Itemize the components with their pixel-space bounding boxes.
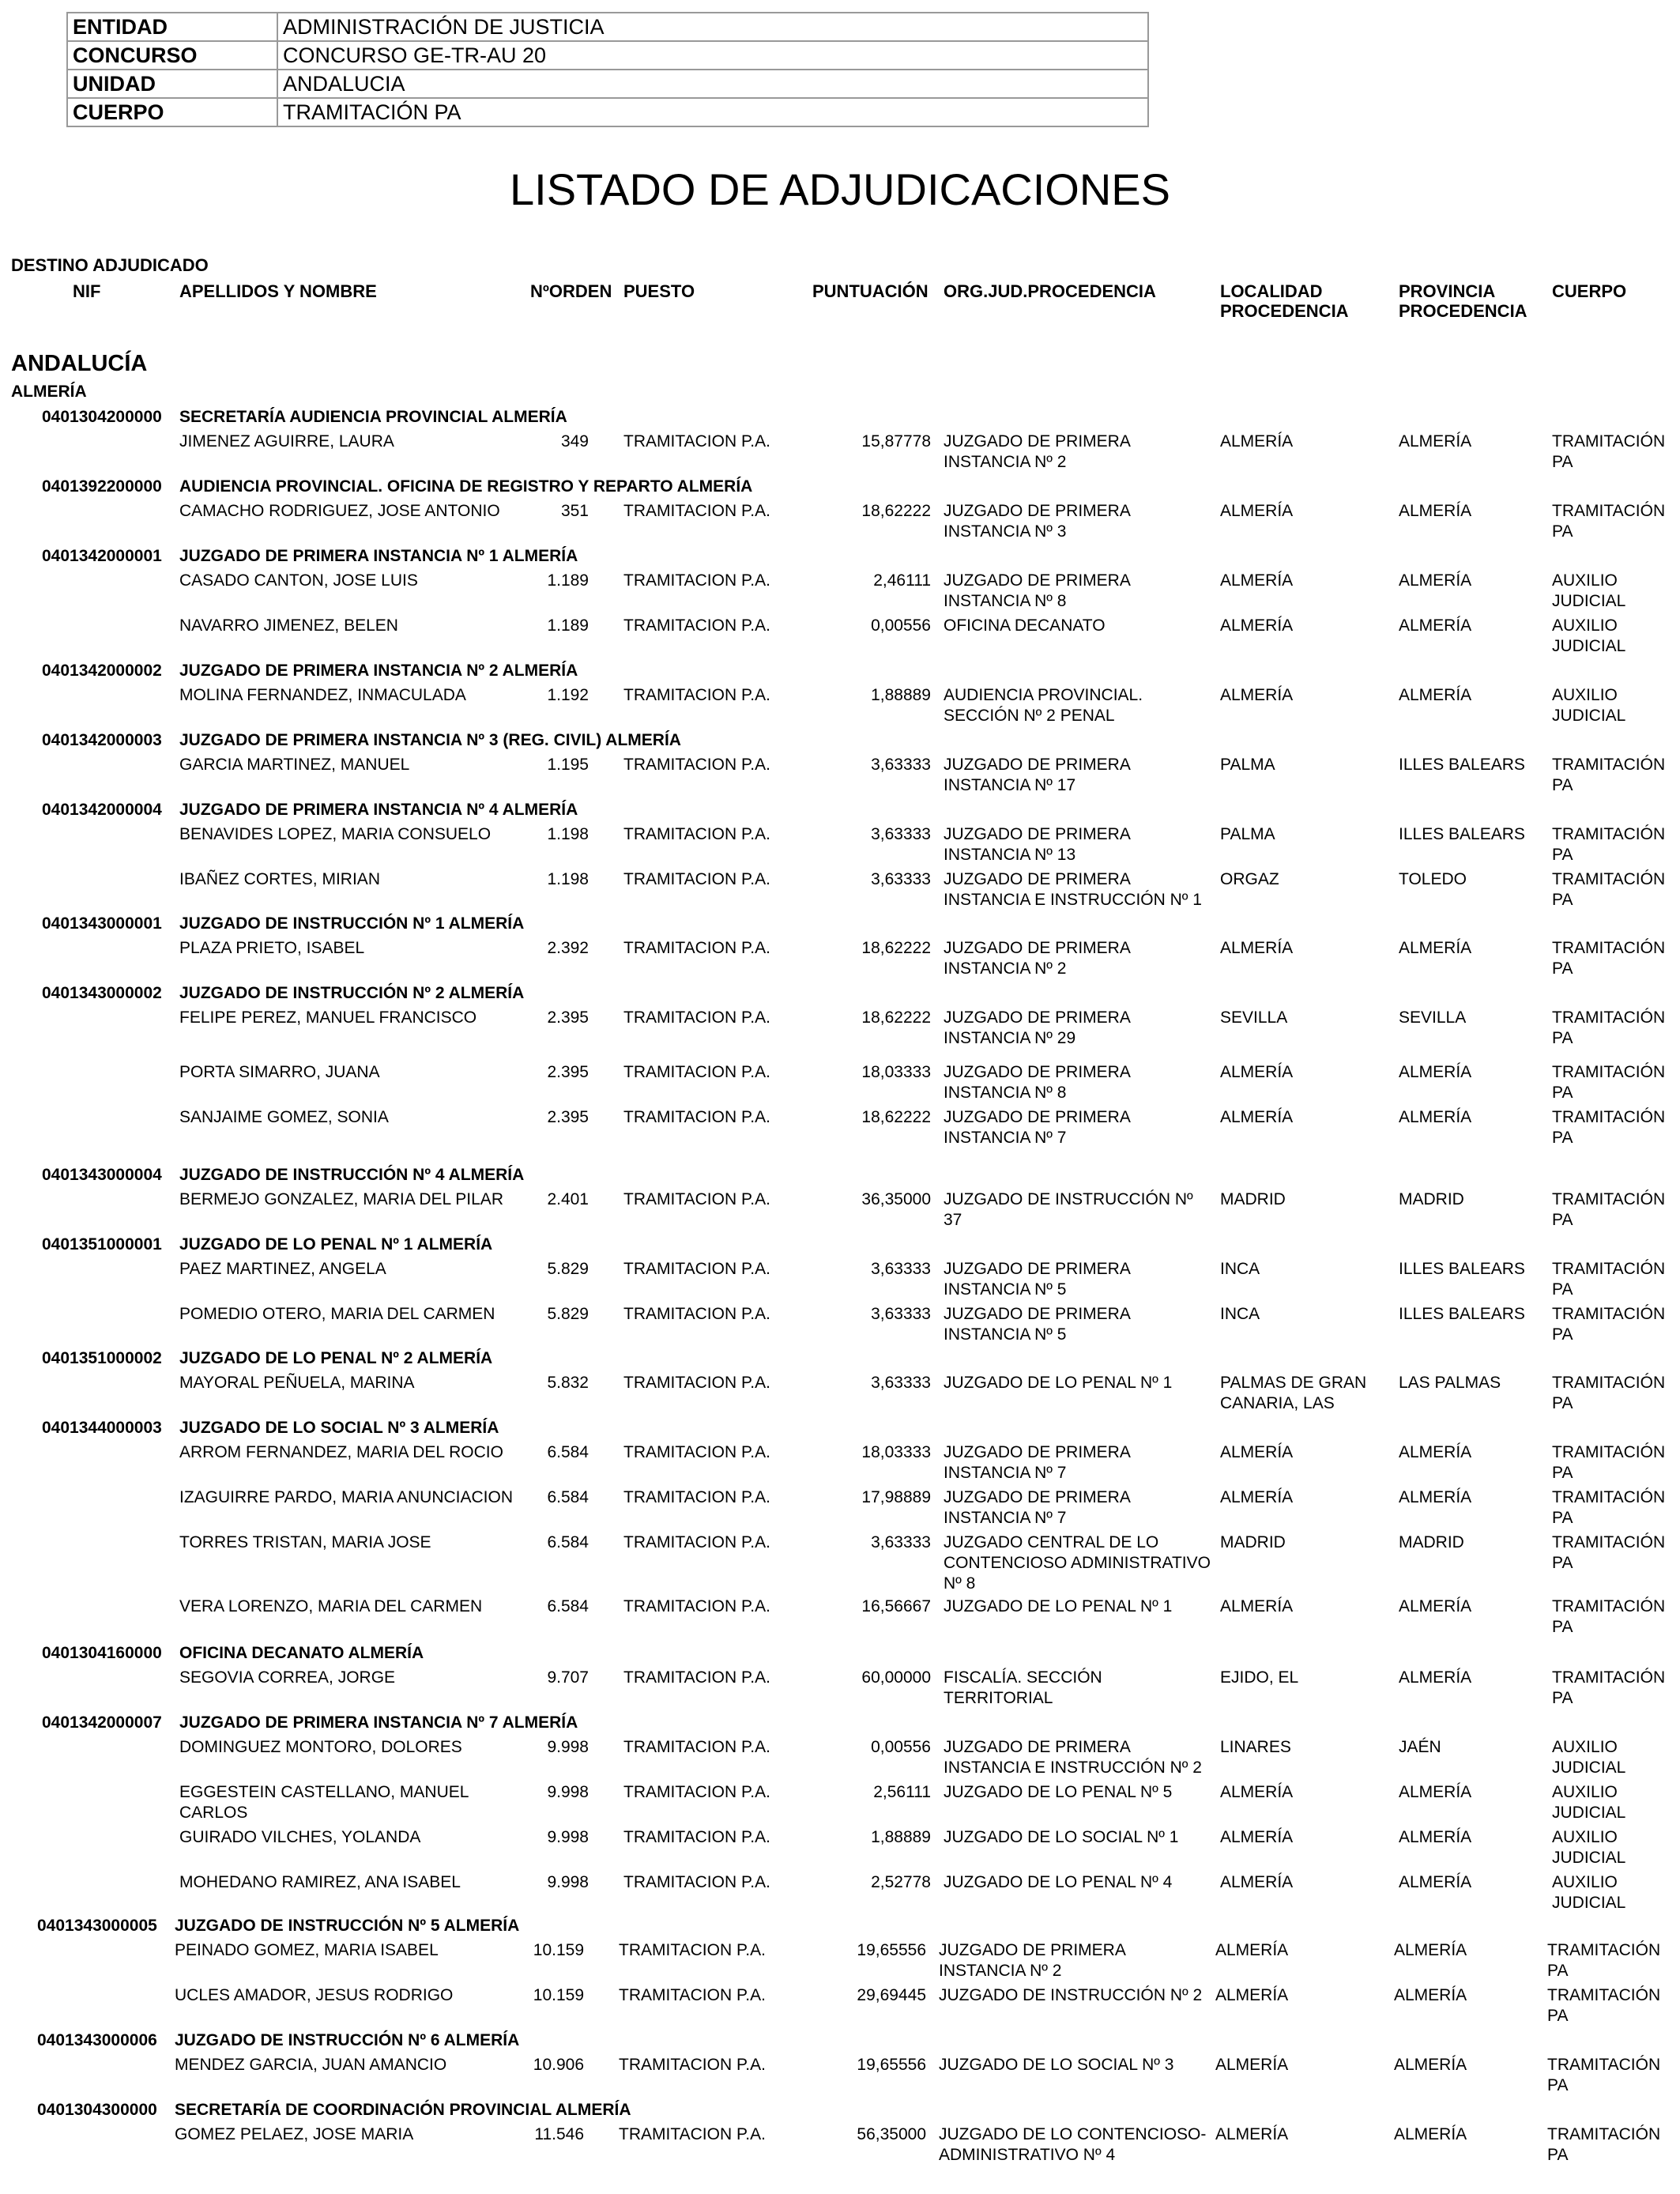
score-cell: 56,35000 [857, 2125, 926, 2143]
post-cell: TRAMITACION P.A. [623, 756, 770, 774]
origin-province-cell: ALMERÍA [1394, 2056, 1467, 2074]
post-cell: TRAMITACION P.A. [623, 1108, 770, 1126]
score-cell: 3,63333 [871, 825, 931, 843]
origin-locality-cell: ALMERÍA [1220, 432, 1294, 450]
info-label: CONCURSO [67, 41, 277, 70]
origin-body-cell: AUXILIO JUDICIAL [1552, 571, 1626, 610]
origin-court-cell: JUZGADO DE PRIMERA INSTANCIA Nº 8 [944, 1063, 1130, 1102]
order-number-cell: 6.584 [547, 1443, 589, 1461]
column-header-orden: NºORDEN [530, 281, 612, 301]
score-cell: 3,63333 [871, 1533, 931, 1551]
column-header-localidad: LOCALIDAD PROCEDENCIA [1220, 281, 1349, 321]
origin-locality-cell: ALMERÍA [1220, 571, 1294, 590]
origin-province-cell: ALMERÍA [1399, 1108, 1472, 1126]
origin-court-cell: FISCALÍA. SECCIÓN TERRITORIAL [944, 1668, 1102, 1707]
origin-court-cell: JUZGADO DE INSTRUCCIÓN Nº 37 [944, 1190, 1193, 1229]
info-row-entidad [67, 13, 1148, 41]
post-cell: TRAMITACION P.A. [623, 1374, 770, 1392]
score-cell: 17,98889 [861, 1488, 931, 1506]
origin-locality-cell: ALMERÍA [1215, 2125, 1289, 2143]
origin-court-cell: JUZGADO DE PRIMERA INSTANCIA E INSTRUCCIÓN Nº 2 [944, 1738, 1202, 1777]
origin-body-cell: AUXILIO JUDICIAL [1552, 1828, 1626, 1867]
origin-province-cell: MADRID [1399, 1533, 1464, 1551]
origin-province-cell: TOLEDO [1399, 870, 1467, 888]
applicant-name-cell: PAEZ MARTINEZ, ANGELA [179, 1260, 386, 1278]
origin-court-cell: JUZGADO DE LO PENAL Nº 4 [944, 1873, 1173, 1891]
destination-code: 0401392200000 [42, 477, 162, 496]
order-number-cell: 9.998 [547, 1873, 589, 1891]
post-cell: TRAMITACION P.A. [623, 1533, 770, 1551]
applicant-name-cell: MOLINA FERNANDEZ, INMACULADA [179, 686, 466, 704]
score-cell: 18,62222 [861, 502, 931, 520]
origin-court-cell: JUZGADO DE PRIMERA INSTANCIA E INSTRUCCIÓN Nº 1 [944, 870, 1202, 909]
destination-code: 0401342000003 [42, 731, 162, 749]
score-cell: 2,52778 [871, 1873, 931, 1891]
origin-body-cell: TRAMITACIÓN PA [1552, 1260, 1666, 1299]
destination-name: JUZGADO DE PRIMERA INSTANCIA Nº 1 ALMERÍA [179, 547, 578, 565]
origin-body-cell: TRAMITACIÓN PA [1552, 1597, 1666, 1636]
origin-locality-cell: PALMA [1220, 756, 1275, 774]
column-header-cuerpo: CUERPO [1552, 281, 1627, 301]
order-number-cell: 6.584 [547, 1533, 589, 1551]
score-cell: 0,00556 [871, 616, 931, 635]
applicant-name-cell: POMEDIO OTERO, MARIA DEL CARMEN [179, 1305, 495, 1323]
applicant-name-cell: SEGOVIA CORREA, JORGE [179, 1668, 396, 1687]
origin-body-cell: AUXILIO JUDICIAL [1552, 1738, 1626, 1777]
origin-body-cell: TRAMITACIÓN PA [1552, 1443, 1666, 1482]
score-cell: 18,03333 [861, 1443, 931, 1461]
info-row-unidad [67, 70, 1148, 98]
post-cell: TRAMITACION P.A. [623, 870, 770, 888]
score-cell: 0,00556 [871, 1738, 931, 1756]
origin-body-cell: TRAMITACIÓN PA [1552, 1374, 1666, 1412]
destination-name: JUZGADO DE INSTRUCCIÓN Nº 6 ALMERÍA [175, 2031, 520, 2049]
origin-body-cell: AUXILIO JUDICIAL [1552, 616, 1626, 655]
post-cell: TRAMITACION P.A. [623, 1190, 770, 1208]
applicant-name-cell: MOHEDANO RAMIREZ, ANA ISABEL [179, 1873, 461, 1891]
origin-locality-cell: EJIDO, EL [1220, 1668, 1299, 1687]
order-number-cell: 6.584 [547, 1597, 589, 1615]
info-value: ADMINISTRACIÓN DE JUSTICIA [277, 13, 1148, 41]
score-cell: 3,63333 [871, 1374, 931, 1392]
score-cell: 3,63333 [871, 1260, 931, 1278]
applicant-name-cell: DOMINGUEZ MONTORO, DOLORES [179, 1738, 462, 1756]
destination-code: 0401342000001 [42, 547, 162, 565]
order-number-cell: 1.198 [547, 825, 589, 843]
origin-locality-cell: ALMERÍA [1220, 686, 1294, 704]
origin-locality-cell: ORGAZ [1220, 870, 1279, 888]
post-cell: TRAMITACION P.A. [623, 1443, 770, 1461]
applicant-name-cell: BERMEJO GONZALEZ, MARIA DEL PILAR [179, 1190, 503, 1208]
score-cell: 18,62222 [861, 1008, 931, 1027]
origin-body-cell: TRAMITACIÓN PA [1552, 1190, 1666, 1229]
score-cell: 29,69445 [857, 1986, 926, 2004]
origin-court-cell: JUZGADO DE LO PENAL Nº 1 [944, 1597, 1173, 1615]
applicant-name-cell: NAVARRO JIMENEZ, BELEN [179, 616, 398, 635]
score-cell: 19,65556 [857, 1941, 926, 1959]
order-number-cell: 10.906 [533, 2056, 584, 2074]
origin-province-cell: MADRID [1399, 1190, 1464, 1208]
destination-code: 0401351000001 [42, 1235, 162, 1253]
post-cell: TRAMITACION P.A. [623, 616, 770, 635]
order-number-cell: 5.832 [547, 1374, 589, 1392]
destination-code: 0401304300000 [37, 2101, 157, 2119]
origin-body-cell: AUXILIO JUDICIAL [1552, 1873, 1626, 1912]
order-number-cell: 10.159 [533, 1941, 584, 1959]
origin-court-cell: JUZGADO DE PRIMERA INSTANCIA Nº 29 [944, 1008, 1130, 1047]
origin-court-cell: JUZGADO DE LO SOCIAL Nº 1 [944, 1828, 1179, 1846]
origin-body-cell: TRAMITACIÓN PA [1552, 1488, 1666, 1527]
post-cell: TRAMITACION P.A. [623, 1873, 770, 1891]
destination-code: 0401343000005 [37, 1917, 157, 1935]
origin-court-cell: JUZGADO DE PRIMERA INSTANCIA Nº 13 [944, 825, 1130, 864]
applicant-name-cell: PEINADO GOMEZ, MARIA ISABEL [175, 1941, 439, 1959]
applicant-name-cell: CASADO CANTON, JOSE LUIS [179, 571, 418, 590]
column-header-nif: NIF [73, 281, 101, 301]
destination-name: JUZGADO DE LO PENAL Nº 2 ALMERÍA [179, 1349, 493, 1367]
origin-body-cell: TRAMITACIÓN PA [1552, 1533, 1666, 1572]
destination-name: JUZGADO DE INSTRUCCIÓN Nº 1 ALMERÍA [179, 914, 525, 933]
origin-province-cell: ILLES BALEARS [1399, 756, 1525, 774]
origin-court-cell: JUZGADO DE PRIMERA INSTANCIA Nº 7 [944, 1443, 1130, 1482]
score-cell: 3,63333 [871, 870, 931, 888]
post-cell: TRAMITACION P.A. [619, 2056, 766, 2074]
applicant-name-cell: IBAÑEZ CORTES, MIRIAN [179, 870, 380, 888]
post-cell: TRAMITACION P.A. [623, 1063, 770, 1081]
score-cell: 36,35000 [861, 1190, 931, 1208]
order-number-cell: 349 [560, 432, 589, 450]
applicant-name-cell: EGGESTEIN CASTELLANO, MANUEL CARLOS [179, 1783, 469, 1822]
info-value: ANDALUCIA [277, 70, 1148, 98]
region-heading: ANDALUCÍA [11, 351, 148, 376]
origin-body-cell: TRAMITACIÓN PA [1552, 1668, 1666, 1707]
post-cell: TRAMITACION P.A. [623, 1260, 770, 1278]
destination-name: SECRETARÍA AUDIENCIA PROVINCIAL ALMERÍA [179, 408, 567, 426]
page-title: LISTADO DE ADJUDICACIONES [509, 164, 1170, 214]
post-cell: TRAMITACION P.A. [619, 1986, 766, 2004]
post-cell: TRAMITACION P.A. [623, 502, 770, 520]
destination-code: 0401351000002 [42, 1349, 162, 1367]
order-number-cell: 9.998 [547, 1783, 589, 1801]
origin-court-cell: OFICINA DECANATO [944, 616, 1106, 635]
origin-body-cell: AUXILIO JUDICIAL [1552, 1783, 1626, 1822]
applicant-name-cell: GUIRADO VILCHES, YOLANDA [179, 1828, 421, 1846]
origin-locality-cell: MADRID [1220, 1533, 1286, 1551]
post-cell: TRAMITACION P.A. [623, 1597, 770, 1615]
order-number-cell: 1.198 [547, 870, 589, 888]
origin-body-cell: TRAMITACIÓN PA [1552, 939, 1666, 978]
applicant-name-cell: GOMEZ PELAEZ, JOSE MARIA [175, 2125, 414, 2143]
origin-body-cell: TRAMITACIÓN PA [1552, 502, 1666, 541]
applicant-name-cell: ARROM FERNANDEZ, MARIA DEL ROCIO [179, 1443, 503, 1461]
origin-locality-cell: ALMERÍA [1220, 1488, 1294, 1506]
origin-locality-cell: ALMERÍA [1215, 1941, 1289, 1959]
column-header-puntuacion: PUNTUACIÓN [812, 281, 929, 301]
province-heading: ALMERÍA [11, 383, 87, 401]
order-number-cell: 9.998 [547, 1828, 589, 1846]
destination-code: 0401343000001 [42, 914, 162, 933]
origin-province-cell: ALMERÍA [1399, 1873, 1472, 1891]
order-number-cell: 5.829 [547, 1260, 589, 1278]
info-row-cuerpo [67, 98, 1148, 126]
destination-name: JUZGADO DE INSTRUCCIÓN Nº 4 ALMERÍA [179, 1166, 525, 1184]
applicant-name-cell: IZAGUIRRE PARDO, MARIA ANUNCIACION [179, 1488, 513, 1506]
origin-province-cell: ALMERÍA [1399, 1488, 1472, 1506]
score-cell: 2,56111 [873, 1783, 931, 1801]
origin-province-cell: ALMERÍA [1399, 1443, 1472, 1461]
destination-name: AUDIENCIA PROVINCIAL. OFICINA DE REGISTRO Y REPARTO ALMERÍA [179, 477, 753, 496]
order-number-cell: 2.392 [547, 939, 589, 957]
origin-province-cell: ALMERÍA [1399, 1597, 1472, 1615]
origin-province-cell: ALMERÍA [1399, 1063, 1472, 1081]
origin-locality-cell: MADRID [1220, 1190, 1286, 1208]
origin-body-cell: TRAMITACIÓN PA [1547, 1986, 1661, 2025]
destination-name: JUZGADO DE INSTRUCCIÓN Nº 5 ALMERÍA [175, 1917, 520, 1935]
origin-locality-cell: LINARES [1220, 1738, 1291, 1756]
origin-locality-cell: PALMAS DE GRAN CANARIA, LAS [1220, 1374, 1367, 1412]
destination-code: 0401304160000 [42, 1644, 162, 1662]
origin-locality-cell: PALMA [1220, 825, 1275, 843]
order-number-cell: 1.192 [547, 686, 589, 704]
origin-locality-cell: ALMERÍA [1220, 616, 1294, 635]
origin-locality-cell: ALMERÍA [1215, 1986, 1289, 2004]
origin-locality-cell: INCA [1220, 1305, 1260, 1323]
order-number-cell: 11.546 [534, 2125, 584, 2143]
destination-code: 0401342000002 [42, 662, 162, 680]
origin-locality-cell: INCA [1220, 1260, 1260, 1278]
origin-body-cell: TRAMITACIÓN PA [1552, 1008, 1666, 1047]
score-cell: 3,63333 [871, 1305, 931, 1323]
origin-body-cell: TRAMITACIÓN PA [1547, 2125, 1661, 2164]
post-cell: TRAMITACION P.A. [623, 939, 770, 957]
post-cell: TRAMITACION P.A. [619, 2125, 766, 2143]
origin-province-cell: ILLES BALEARS [1399, 1260, 1525, 1278]
column-header-org: ORG.JUD.PROCEDENCIA [944, 281, 1156, 301]
destination-code: 0401342000004 [42, 801, 162, 819]
destination-name: JUZGADO DE PRIMERA INSTANCIA Nº 4 ALMERÍA [179, 801, 578, 819]
origin-body-cell: TRAMITACIÓN PA [1552, 825, 1666, 864]
origin-province-cell: ALMERÍA [1394, 1986, 1467, 2004]
origin-locality-cell: ALMERÍA [1220, 502, 1294, 520]
origin-locality-cell: ALMERÍA [1220, 1828, 1294, 1846]
origin-locality-cell: ALMERÍA [1215, 2056, 1289, 2074]
origin-locality-cell: ALMERÍA [1220, 1063, 1294, 1081]
origin-province-cell: ILLES BALEARS [1399, 825, 1525, 843]
score-cell: 18,62222 [861, 1108, 931, 1126]
origin-court-cell: JUZGADO CENTRAL DE LO CONTENCIOSO ADMINISTRATIVO Nº 8 [944, 1533, 1211, 1593]
info-value: CONCURSO GE-TR-AU 20 [277, 41, 1148, 70]
score-cell: 18,03333 [861, 1063, 931, 1081]
info-value: TRAMITACIÓN PA [277, 98, 1148, 126]
origin-locality-cell: ALMERÍA [1220, 1597, 1294, 1615]
origin-court-cell: JUZGADO DE LO PENAL Nº 5 [944, 1783, 1173, 1801]
destination-name: JUZGADO DE LO PENAL Nº 1 ALMERÍA [179, 1235, 493, 1253]
origin-body-cell: AUXILIO JUDICIAL [1552, 686, 1626, 725]
origin-court-cell: JUZGADO DE PRIMERA INSTANCIA Nº 8 [944, 571, 1130, 610]
origin-court-cell: JUZGADO DE LO PENAL Nº 1 [944, 1374, 1173, 1392]
post-cell: TRAMITACION P.A. [623, 1488, 770, 1506]
origin-province-cell: ALMERÍA [1399, 686, 1472, 704]
post-cell: TRAMITACION P.A. [623, 571, 770, 590]
applicant-name-cell: MENDEZ GARCIA, JUAN AMANCIO [175, 2056, 447, 2074]
order-number-cell: 2.395 [547, 1108, 589, 1126]
destination-code: 0401344000003 [42, 1419, 162, 1437]
origin-province-cell: ALMERÍA [1399, 432, 1472, 450]
origin-court-cell: JUZGADO DE PRIMERA INSTANCIA Nº 3 [944, 502, 1130, 541]
order-number-cell: 10.159 [533, 1986, 584, 2004]
applicant-name-cell: VERA LORENZO, MARIA DEL CARMEN [179, 1597, 483, 1615]
order-number-cell: 1.189 [547, 616, 589, 635]
origin-court-cell: JUZGADO DE PRIMERA INSTANCIA Nº 2 [939, 1941, 1125, 1980]
score-cell: 16,56667 [861, 1597, 931, 1615]
origin-province-cell: ALMERÍA [1399, 616, 1472, 635]
destination-name: JUZGADO DE INSTRUCCIÓN Nº 2 ALMERÍA [179, 984, 525, 1002]
destination-name: JUZGADO DE PRIMERA INSTANCIA Nº 2 ALMERÍA [179, 662, 578, 680]
origin-court-cell: JUZGADO DE PRIMERA INSTANCIA Nº 7 [944, 1108, 1130, 1147]
destination-name: JUZGADO DE PRIMERA INSTANCIA Nº 7 ALMERÍA [179, 1713, 578, 1732]
destination-code: 0401343000004 [42, 1166, 162, 1184]
origin-province-cell: SEVILLA [1399, 1008, 1467, 1027]
origin-locality-cell: ALMERÍA [1220, 1108, 1294, 1126]
origin-province-cell: ALMERÍA [1399, 939, 1472, 957]
destination-name: JUZGADO DE PRIMERA INSTANCIA Nº 3 (REG. CIVIL) ALMERÍA [179, 731, 681, 749]
applicant-name-cell: GARCIA MARTINEZ, MANUEL [179, 756, 410, 774]
post-cell: TRAMITACION P.A. [623, 1305, 770, 1323]
score-cell: 1,88889 [871, 686, 931, 704]
order-number-cell: 9.707 [547, 1668, 589, 1687]
applicant-name-cell: PLAZA PRIETO, ISABEL [179, 939, 365, 957]
score-cell: 1,88889 [871, 1828, 931, 1846]
order-number-cell: 5.829 [547, 1305, 589, 1323]
score-cell: 18,62222 [861, 939, 931, 957]
order-number-cell: 1.195 [547, 756, 589, 774]
info-label: ENTIDAD [67, 13, 277, 41]
order-number-cell: 1.189 [547, 571, 589, 590]
origin-province-cell: ALMERÍA [1394, 1941, 1467, 1959]
score-cell: 15,87778 [861, 432, 931, 450]
applicant-name-cell: CAMACHO RODRIGUEZ, JOSE ANTONIO [179, 502, 500, 520]
applicant-name-cell: SANJAIME GOMEZ, SONIA [179, 1108, 389, 1126]
score-cell: 2,46111 [873, 571, 931, 590]
origin-body-cell: TRAMITACIÓN PA [1552, 756, 1666, 794]
origin-province-cell: ALMERÍA [1399, 1668, 1472, 1687]
score-cell: 60,00000 [861, 1668, 931, 1687]
destination-name: OFICINA DECANATO ALMERÍA [179, 1644, 424, 1662]
destination-name: JUZGADO DE LO SOCIAL Nº 3 ALMERÍA [179, 1419, 499, 1437]
applicant-name-cell: BENAVIDES LOPEZ, MARIA CONSUELO [179, 825, 492, 843]
origin-locality-cell: SEVILLA [1220, 1008, 1288, 1027]
score-cell: 19,65556 [857, 2056, 926, 2074]
origin-province-cell: LAS PALMAS [1399, 1374, 1501, 1392]
score-cell: 3,63333 [871, 756, 931, 774]
order-number-cell: 6.584 [547, 1488, 589, 1506]
origin-province-cell: JAÉN [1399, 1738, 1441, 1756]
column-header-provincia: PROVINCIA PROCEDENCIA [1399, 281, 1527, 321]
destination-code: 0401304200000 [42, 408, 162, 426]
origin-locality-cell: ALMERÍA [1220, 939, 1294, 957]
post-cell: TRAMITACION P.A. [623, 1008, 770, 1027]
order-number-cell: 2.401 [547, 1190, 589, 1208]
origin-body-cell: TRAMITACIÓN PA [1552, 1305, 1666, 1344]
origin-court-cell: AUDIENCIA PROVINCIAL. SECCIÓN Nº 2 PENAL [944, 686, 1143, 725]
post-cell: TRAMITACION P.A. [619, 1941, 766, 1959]
origin-court-cell: JUZGADO DE PRIMERA INSTANCIA Nº 7 [944, 1488, 1130, 1527]
entity-info-table [66, 12, 1149, 127]
origin-locality-cell: ALMERÍA [1220, 1783, 1294, 1801]
origin-court-cell: JUZGADO DE PRIMERA INSTANCIA Nº 5 [944, 1305, 1130, 1344]
origin-body-cell: TRAMITACIÓN PA [1547, 2056, 1661, 2094]
origin-court-cell: JUZGADO DE PRIMERA INSTANCIA Nº 2 [944, 939, 1130, 978]
order-number-cell: 351 [560, 502, 589, 520]
info-row-concurso [67, 41, 1148, 70]
origin-province-cell: ALMERÍA [1399, 1783, 1472, 1801]
destination-code: 0401343000006 [37, 2031, 157, 2049]
post-cell: TRAMITACION P.A. [623, 686, 770, 704]
column-header-nombre: APELLIDOS Y NOMBRE [179, 281, 377, 301]
column-header-puesto: PUESTO [623, 281, 695, 301]
order-number-cell: 2.395 [547, 1063, 589, 1081]
origin-court-cell: JUZGADO DE PRIMERA INSTANCIA Nº 17 [944, 756, 1130, 794]
origin-court-cell: JUZGADO DE LO CONTENCIOSO-ADMINISTRATIVO Nº 4 [939, 2125, 1207, 2164]
origin-province-cell: ILLES BALEARS [1399, 1305, 1525, 1323]
destination-code: 0401342000007 [42, 1713, 162, 1732]
origin-body-cell: TRAMITACIÓN PA [1552, 1063, 1666, 1102]
origin-locality-cell: ALMERÍA [1220, 1443, 1294, 1461]
origin-court-cell: JUZGADO DE PRIMERA INSTANCIA Nº 2 [944, 432, 1130, 471]
origin-body-cell: TRAMITACIÓN PA [1552, 432, 1666, 471]
applicant-name-cell: JIMENEZ AGUIRRE, LAURA [179, 432, 394, 450]
applicant-name-cell: UCLES AMADOR, JESUS RODRIGO [175, 1986, 454, 2004]
post-cell: TRAMITACION P.A. [623, 1738, 770, 1756]
origin-body-cell: TRAMITACIÓN PA [1552, 1108, 1666, 1147]
order-number-cell: 9.998 [547, 1738, 589, 1756]
origin-court-cell: JUZGADO DE INSTRUCCIÓN Nº 2 [939, 1986, 1203, 2004]
origin-court-cell: JUZGADO DE LO SOCIAL Nº 3 [939, 2056, 1174, 2074]
destination-name: SECRETARÍA DE COORDINACIÓN PROVINCIAL ALMERÍA [175, 2101, 631, 2119]
post-cell: TRAMITACION P.A. [623, 825, 770, 843]
post-cell: TRAMITACION P.A. [623, 1783, 770, 1801]
origin-body-cell: TRAMITACIÓN PA [1547, 1941, 1661, 1980]
post-cell: TRAMITACION P.A. [623, 1828, 770, 1846]
post-cell: TRAMITACION P.A. [623, 432, 770, 450]
origin-province-cell: ALMERÍA [1399, 571, 1472, 590]
destino-adjudicado-label: DESTINO ADJUDICADO [11, 255, 209, 275]
applicant-name-cell: FELIPE PEREZ, MANUEL FRANCISCO [179, 1008, 477, 1027]
destination-code: 0401343000002 [42, 984, 162, 1002]
origin-province-cell: ALMERÍA [1399, 502, 1472, 520]
info-label: CUERPO [67, 98, 277, 126]
origin-court-cell: JUZGADO DE PRIMERA INSTANCIA Nº 5 [944, 1260, 1130, 1299]
applicant-name-cell: PORTA SIMARRO, JUANA [179, 1063, 380, 1081]
origin-body-cell: TRAMITACIÓN PA [1552, 870, 1666, 909]
origin-province-cell: ALMERÍA [1394, 2125, 1467, 2143]
order-number-cell: 2.395 [547, 1008, 589, 1027]
applicant-name-cell: MAYORAL PEÑUELA, MARINA [179, 1374, 415, 1392]
post-cell: TRAMITACION P.A. [623, 1668, 770, 1687]
origin-province-cell: ALMERÍA [1399, 1828, 1472, 1846]
info-label: UNIDAD [67, 70, 277, 98]
applicant-name-cell: TORRES TRISTAN, MARIA JOSE [179, 1533, 431, 1551]
origin-locality-cell: ALMERÍA [1220, 1873, 1294, 1891]
